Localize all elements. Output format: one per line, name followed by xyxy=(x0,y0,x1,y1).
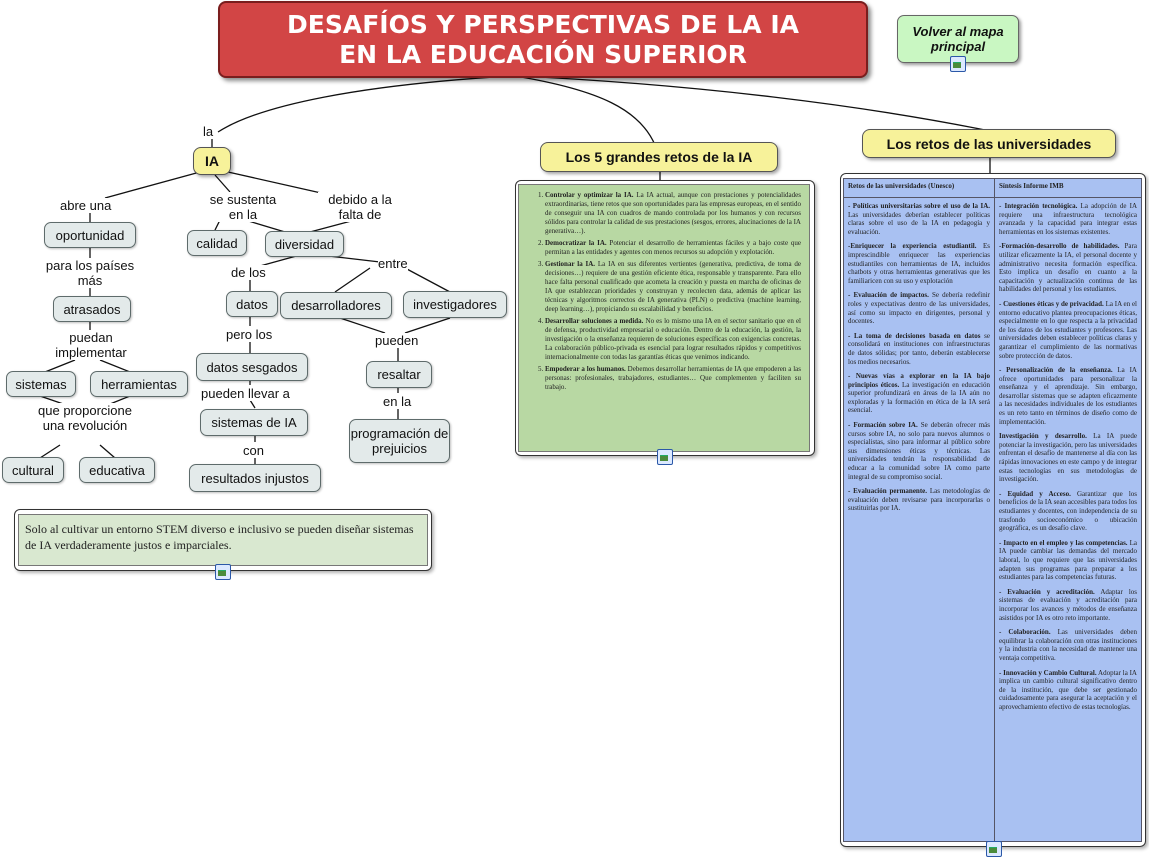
imb-column-body xyxy=(995,198,1141,721)
concept-desarrolladores[interactable]: desarrolladores xyxy=(280,292,392,319)
unesco-item xyxy=(848,372,990,415)
link-label-con: con xyxy=(243,443,264,458)
imb-item-title: - Innovación y Cambio Cultural. xyxy=(999,668,1097,677)
imb-item-text: La IA en el entorno educativo plantea preocupaciones éticas, especialmente en lo que respecta a la privacidad de los datos de los estudiantes y profesores. Las universidades deben establecer políticas claras y garantizar el cumplimiento de las normativas sobre protección de datos. xyxy=(999,299,1138,360)
imb-item-text: La IA puede potenciar la investigación, pero las universidades enfrentan el desafío de mantenerse al día con las rápidas innovaciones en este campo y de integrar estas tecnologías en sus metodologías de investigación. xyxy=(999,432,1137,484)
universidades-image-icon[interactable] xyxy=(986,841,1002,857)
imb-item-text: Adoptar la IA implica un cambio cultural significativo dentro de la institución, que debe ser gestionado cuidadosamente para asegurar la aceptación y el aprovechamiento efectivo de estas tecnologías. xyxy=(999,668,1137,711)
imb-item-text: Para utilizar eficazmente la IA, el personal docente y administrativo necesita formación específica. Esto implica un desafío en cuanto a la capacitación y actualización continua de las habilidades del personal y los estudiantes. xyxy=(999,242,1137,294)
unesco-item-title: - La toma de decisiones basada en datos xyxy=(848,331,981,340)
unesco-item-text: La investigación en educación superior profundizará en áreas de la IA aún no exploradas y la formación en ética de la IA será esencial. xyxy=(848,380,991,415)
universidades-panel xyxy=(840,173,1146,847)
concept-calidad[interactable]: calidad xyxy=(187,230,247,256)
concept-datos[interactable]: datos xyxy=(226,291,278,317)
imb-column xyxy=(994,178,1142,842)
unesco-column-body xyxy=(844,198,994,523)
reto-item-title: Controlar y optimizar la IA. xyxy=(545,191,634,199)
imb-item-text: Adaptar los sistemas de evaluación y acreditación para incorporar los avances y métodos de enseñanza asistidos por IA es otro reto importante. xyxy=(999,587,1138,622)
imb-item xyxy=(999,366,1137,426)
concept-investigadores[interactable]: investigadores xyxy=(403,291,507,318)
reto-item-text: Potenciar el desarrollo de herramientas fáciles y a bajo coste que permitan a las entidades y agentes con menos recursos su adopción y explotación. xyxy=(545,239,801,256)
concept-sistemas[interactable]: sistemas xyxy=(6,371,76,397)
unesco-item-text: Las metodologías de evaluación deben revisarse para incorporarlas o sustituirlas por IA. xyxy=(848,487,990,513)
note-panel xyxy=(14,509,432,571)
reto-item-title: Desarrollar soluciones a medida. xyxy=(545,317,644,325)
unesco-item xyxy=(848,242,990,285)
unesco-item-title: - Evaluación permanente. xyxy=(848,487,928,496)
concept-resaltar[interactable]: resaltar xyxy=(366,361,432,388)
unesco-item xyxy=(848,421,990,481)
unesco-item-text: Es imprescindible enriquecer las experiencias estudiantiles con herramientas de IA, incluidos chatbots y otras herramientas generativas que les familiaricen con su uso y explotación xyxy=(848,242,990,285)
retos-list xyxy=(519,185,809,392)
reto-item xyxy=(545,260,801,314)
unesco-item-title: - Formación sobre IA. xyxy=(848,421,918,430)
link-label-se-sustenta: se sustenta en la xyxy=(205,192,281,222)
unesco-item-title: -Enriquecer la experiencia estudiantil. xyxy=(848,242,977,251)
unesco-item-text: Se debería redefinir roles y expectativas dentro de las universidades, así como su impacto en dirigentes, personal y docentes. xyxy=(848,291,990,326)
link-label-debido-a: debido a la falta de xyxy=(318,192,402,222)
reto-item xyxy=(545,239,801,257)
topic-retos-universidades[interactable]: Los retos de las universidades xyxy=(862,129,1116,158)
reto-item-text: La IA en sus diferentes vertientes (generativa, predictiva, de toma de decisiones…) requiere de una gestión eficiente ética, responsable y transparente. Para ello hace falta personal cualificado que acometa la creación y puesta en marcha de oficinas de IA que establezcan prioridades y construyan y recolecten data, además de aplicar las técnicas y algoritmos correctos de IA generativa (PLN) o predictiva (machine learning, deep learning…), propiciando su escalabilidad y beneficios. xyxy=(545,260,801,313)
unesco-item-title: - Evaluación de impactos. xyxy=(848,291,929,300)
imb-item-title: - Cuestiones éticas y de privacidad. xyxy=(999,299,1104,308)
retos-panel xyxy=(515,180,815,456)
reto-item xyxy=(545,317,801,362)
concept-ia[interactable]: IA xyxy=(193,147,231,175)
imb-item-text: Garantizar que los beneficios de la IA sean accesibles para todos los estudiantes y docentes, con independencia de su trasfondo socioeconómico o ubicación geográfica, es un desafío clave. xyxy=(999,489,1138,533)
concept-herramientas[interactable]: herramientas xyxy=(90,371,188,397)
link-label-que-proporcione: que proporcione una revolución xyxy=(30,403,140,433)
concept-sistemas-de-ia[interactable]: sistemas de IA xyxy=(200,409,308,436)
imb-item xyxy=(999,588,1137,622)
concept-educativa[interactable]: educativa xyxy=(79,457,155,483)
reto-item-title: Empoderar a los humanos. xyxy=(545,365,626,373)
link-label-puedan-implementar: puedan implementar xyxy=(50,330,132,360)
imb-item xyxy=(999,669,1137,712)
imb-item-title: - Integración tecnológica. xyxy=(999,202,1078,210)
link-label-en-la: en la xyxy=(383,394,412,409)
imb-item xyxy=(999,628,1137,662)
unesco-item-text: Se deberán ofrecer más cursos sobre IA, no solo para nuevos alumnos o especialistas, sino para informar al público sobre sus dimensiones éticas y técnicas. Las universidades tendrán la responsabilidad de educar a la comunidad sobre IA como parte integral de su compromiso social. xyxy=(848,421,990,481)
link-label-pero-los: pero los xyxy=(226,327,273,342)
unesco-item-text: se consolidará en instituciones con infraestructuras de datos sólidas; por tanto, deberán establecerse los medios necesarios. xyxy=(848,331,990,366)
imb-item-title: Investigación y desarrollo. xyxy=(999,432,1087,441)
imb-item-title: - Colaboración. xyxy=(999,628,1051,637)
reto-item-text: No es lo mismo una IA en el sector sanitario que en el de defensa, productividad empresarial o educación. Dentro de la educación, la gestión, la investigación o la enseñanza requieren de soluciones específicas con exigencias concretas. La colaboración público-privada es esencial para lograr resultados rápidos y competitivos internacionalmente con todas las garantías éticas que venimos indicando. xyxy=(545,317,801,361)
imb-item-title: - Evaluación y acreditación. xyxy=(999,587,1095,596)
link-label-entre: entre xyxy=(378,256,408,271)
map-title-line2: EN LA EDUCACIÓN SUPERIOR xyxy=(339,39,747,69)
concept-diversidad[interactable]: diversidad xyxy=(265,231,344,257)
imb-item-title: - Personalización de la enseñanza. xyxy=(999,366,1113,375)
reto-item-text: La IA actual, aunque con prestaciones y potencialidades extraordinarias, tiene retos que son oportunidades para las empresas europeas, en el sentido de conseguir una IA con cuadros de mando controlada por los humanos y con recursos sólidos para controlar la calidad de sus prestaciones (sesgos, errores, alucinaciones de la IA generativa…). xyxy=(545,191,801,235)
concept-oportunidad[interactable]: oportunidad xyxy=(44,222,136,248)
note-image-icon[interactable] xyxy=(215,564,231,580)
concept-datos-sesgados[interactable]: datos sesgados xyxy=(196,353,308,381)
unesco-item-title: - Nuevas vías a explorar en la IA bajo principios éticos. xyxy=(848,372,990,389)
imb-item-text: Las universidades deben equilibrar la colaboración con otras instituciones y la industria con la necesidad de mantener una ventaja competitiva. xyxy=(999,628,1138,662)
imb-item-text: La IA ofrece oportunidades para personalizar la enseñanza y el aprendizaje. Sin embargo, desarrollar sistemas que se adapten eficazmente a las necesidades individuales de los estudiantes es un reto tanto en términos de diseño como de implementación. xyxy=(999,366,1137,426)
unesco-item xyxy=(848,487,990,513)
imb-item xyxy=(999,490,1137,533)
concept-resultados-injustos[interactable]: resultados injustos xyxy=(189,464,321,492)
reto-item-title: Gestionar la IA. xyxy=(545,260,596,268)
imb-item-title: -Formación-desarrollo de habilidades. xyxy=(999,242,1120,251)
unesco-item-title: - Políticas universitarias sobre el uso de la IA. xyxy=(848,202,990,210)
unesco-column xyxy=(843,178,995,842)
topic-5-grandes-retos[interactable]: Los 5 grandes retos de la IA xyxy=(540,142,778,172)
link-label-abre-una: abre una xyxy=(60,198,112,213)
imb-item xyxy=(999,242,1137,294)
back-button-line1: Volver al mapa xyxy=(912,24,1004,39)
concept-atrasados[interactable]: atrasados xyxy=(53,296,131,322)
reto-item xyxy=(545,191,801,236)
map-link-icon[interactable] xyxy=(950,56,966,72)
imb-item xyxy=(999,539,1137,582)
imb-item-text: La adopción de IA requiere una infraestructura tecnológica avanzada y la capacidad para integrar estas herramientas en los sistemas existentes. xyxy=(999,202,1137,236)
unesco-item xyxy=(848,291,990,325)
note-text: Solo al cultivar un entorno STEM diverso e inclusivo se pueden diseñar sistemas de IA verdaderamente justos e imparciales. xyxy=(18,514,428,566)
unesco-column-header: Retos de las universidades (Unesco) xyxy=(844,179,994,198)
link-label-para-los-paises: para los países más xyxy=(40,258,140,288)
link-label-de-los: de los xyxy=(231,265,266,280)
retos-list-box xyxy=(518,184,810,452)
concept-cultural[interactable]: cultural xyxy=(2,457,64,483)
imb-item-text: La IA puede cambiar las demandas del mercado laboral, lo que requiere que las universidades adapten sus programas para preparar a los estudiantes para las competencias futuras. xyxy=(999,538,1137,582)
unesco-item xyxy=(848,332,990,366)
reto-item-title: Democratizar la IA. xyxy=(545,239,607,247)
reto-item-text: Debemos desarrollar herramientas de IA que empoderen a las personas: profesionales, trabajadores, estudiantes… Que complementen y faciliten su trabajo. xyxy=(545,365,801,391)
link-label-la: la xyxy=(203,124,214,139)
imb-column-header: Síntesis Informe IMB xyxy=(995,179,1141,198)
imb-item-title: - Equidad y Acceso. xyxy=(999,489,1071,498)
imb-item-title: - Impacto en el empleo y las competencias. xyxy=(999,538,1128,547)
link-label-pueden-llevar: pueden llevar a xyxy=(201,386,290,401)
link-label-pueden: pueden xyxy=(375,333,419,348)
unesco-item-text: Las universidades deberían establecer políticas claras sobre el uso de la IA en pedagogía y evaluación. xyxy=(848,210,990,236)
reto-item xyxy=(545,365,801,392)
back-button-line2: principal xyxy=(930,39,986,54)
retos-image-icon[interactable] xyxy=(657,449,673,465)
unesco-item xyxy=(848,202,990,236)
imb-item xyxy=(999,300,1137,360)
imb-item xyxy=(999,432,1137,484)
imb-item xyxy=(999,202,1137,236)
map-title-line1: DESAFÍOS Y PERSPECTIVAS DE LA IA xyxy=(287,9,799,39)
concept-programacion-prejuicios[interactable]: programación de prejuicios xyxy=(349,419,450,463)
map-title xyxy=(218,1,868,78)
